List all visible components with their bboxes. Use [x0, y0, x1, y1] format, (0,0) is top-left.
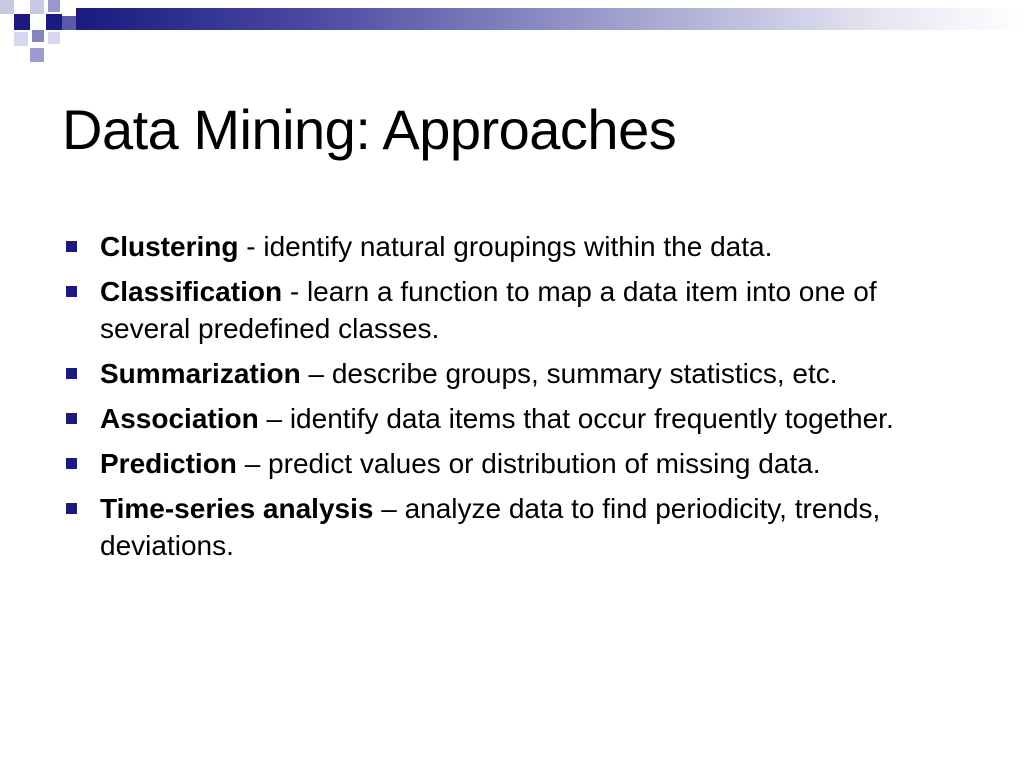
bullet-item-association — [62, 400, 962, 437]
bullet-term: Prediction — [100, 448, 237, 479]
bullet-item-time-series-analysis — [62, 490, 962, 564]
decorative-square — [32, 30, 44, 42]
bullet-term: Time-series analysis — [100, 493, 374, 524]
slide-title: Data Mining: Approaches — [62, 98, 677, 161]
bullet-item-classification — [62, 273, 962, 347]
decorative-square — [62, 16, 76, 30]
square-bullet-icon — [66, 413, 77, 424]
decorative-square — [0, 0, 14, 14]
decorative-square — [14, 32, 28, 46]
bullet-item-prediction — [62, 445, 962, 482]
square-bullet-icon — [66, 286, 77, 297]
square-bullet-icon — [66, 241, 77, 252]
bullet-description: - identify natural groupings within the data. — [238, 231, 773, 262]
bullet-description: – predict values or distribution of missing data. — [236, 448, 821, 479]
bullet-term: Classification — [100, 276, 283, 307]
bullet-description: – describe groups, summary statistics, etc. — [300, 358, 838, 389]
header-gradient-bar — [76, 8, 1024, 30]
decorative-square — [30, 48, 44, 62]
bullet-description: - learn a function to map a data item into one of several predefined classes. — [100, 276, 877, 344]
bullet-list — [62, 228, 962, 572]
square-bullet-icon — [66, 458, 77, 469]
bullet-term: Clustering — [100, 231, 239, 262]
square-bullet-icon — [66, 503, 77, 514]
bullet-term: Summarization — [100, 358, 301, 389]
bullet-description: – analyze data to find periodicity, trends, deviations. — [100, 493, 881, 561]
bullet-term: Association — [100, 403, 259, 434]
decorative-square — [46, 14, 62, 30]
slide-header-decoration — [0, 0, 1024, 64]
bullet-item-clustering — [62, 228, 962, 265]
decorative-square — [14, 14, 30, 30]
square-bullet-icon — [66, 368, 77, 379]
bullet-description: – identify data items that occur frequently together. — [258, 403, 894, 434]
bullet-item-summarization — [62, 355, 962, 392]
decorative-square — [48, 32, 60, 44]
decorative-square — [30, 0, 44, 14]
decorative-square — [48, 0, 60, 12]
